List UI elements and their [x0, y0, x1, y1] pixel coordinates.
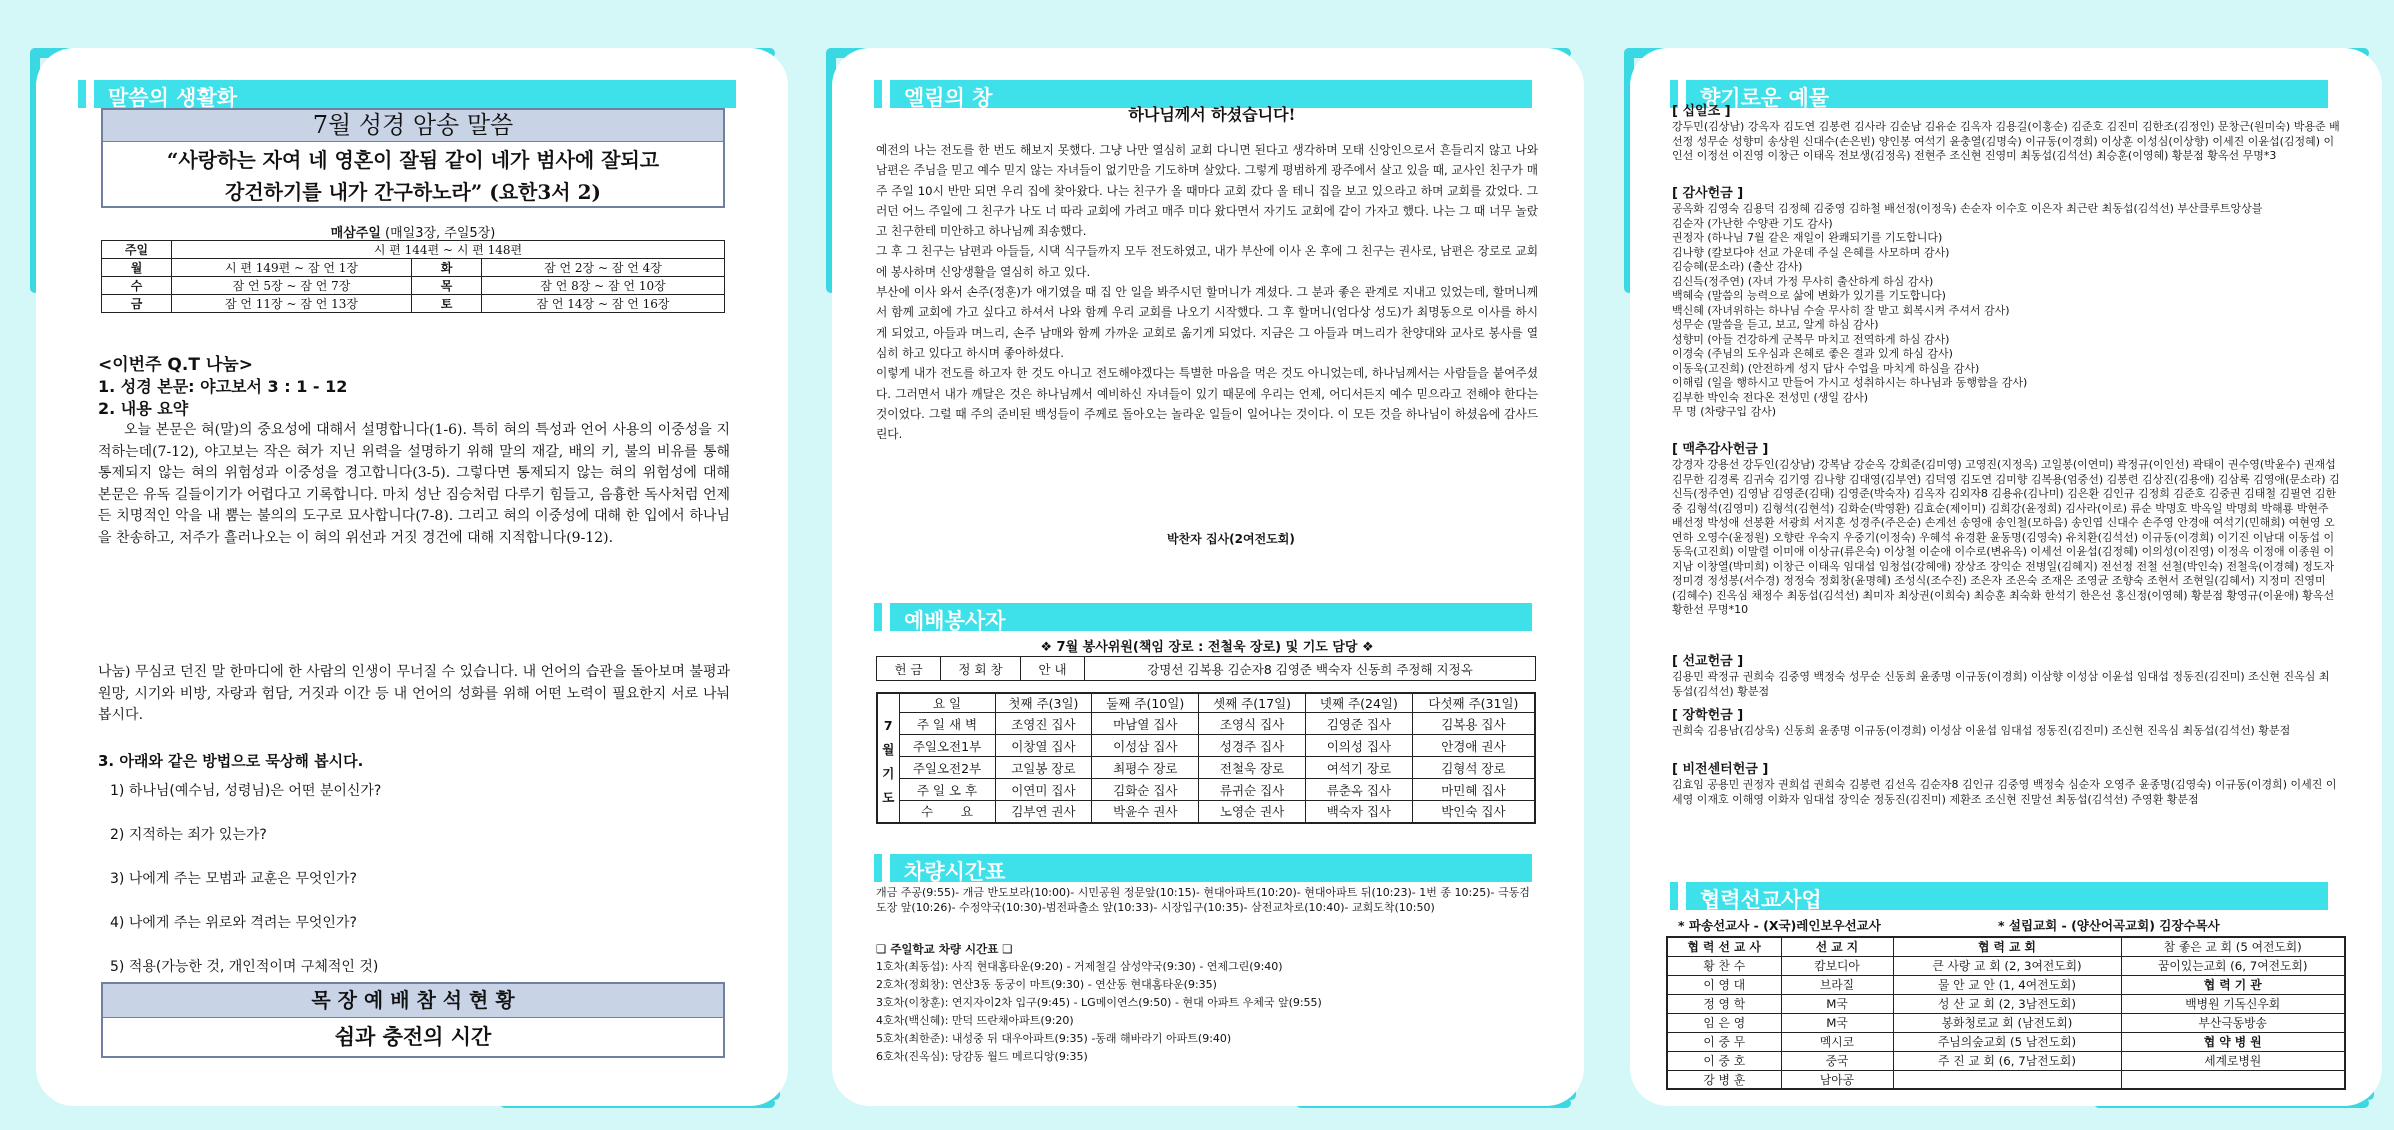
bible-reading-table	[101, 240, 725, 313]
mission-cell: 캄보디아	[1781, 956, 1893, 975]
duty-cell: 수 요	[899, 801, 995, 823]
offerings-list	[1672, 104, 2340, 822]
duty-cell: 이의성 집사	[1305, 735, 1412, 757]
mission-cell: 백병원 기독신우회	[2121, 994, 2345, 1013]
mission-sub-left: * 파송선교사 - (X국)레인보우선교사	[1678, 918, 1881, 933]
duty-month-char: 기	[882, 765, 895, 781]
table-row	[877, 757, 1535, 779]
offering-title-harvest: [ 맥추감사헌금 ]	[1672, 442, 1769, 457]
mission-cell: 참 좋은 교 회 (5 여전도회)	[2121, 937, 2345, 956]
mission-cell: 협 약 병 원	[2121, 1032, 2345, 1051]
mission-cell: 임 은 영	[1667, 1013, 1781, 1032]
sunday-bus-route: 2호차(정회창): 연산3동 동궁이 마트(9:30) - 연산동 현대홈타운(9:35)	[876, 978, 1217, 991]
duty-header-cell: 넷째 주(24일)	[1305, 693, 1412, 713]
mission-cell: M국	[1781, 994, 1893, 1013]
duty-cell: 박인숙 집사	[1412, 801, 1535, 823]
mission-sub-right: * 설립교회 - (양산어곡교회) 김장수목사	[1998, 918, 2220, 933]
mission-cell: 봉화청로교 회 (남전도회)	[1893, 1013, 2121, 1032]
reading-title-bold: 매삼주일	[330, 226, 381, 241]
reading-range: 잠 언 11장 ~ 잠 언 13장	[172, 295, 412, 313]
service-cell: 강명선 김복용 김순자8 김영준 백숙자 신동희 주정해 지정옥	[1085, 657, 1536, 681]
qt-question: 2) 지적하는 죄가 있는가?	[110, 827, 267, 843]
duty-header-cell: 첫째 주(3일)	[995, 693, 1092, 713]
section-title-mission-cooperation: 협력선교사업	[1678, 882, 2328, 910]
sunday-bus-route: 5호차(최한준): 내성중 뒤 대우아파트(9:35) -동래 해바라기 아파트(9:40)	[876, 1032, 1232, 1045]
duty-cell: 김복용 집사	[1412, 713, 1535, 735]
duty-cell: 조영진 집사	[995, 713, 1092, 735]
mission-header-cell: 협 력 교 회	[1893, 937, 2121, 956]
duty-cell: 주일오전1부	[899, 735, 995, 757]
offering-title-vision: [ 비전센터헌금 ]	[1672, 762, 1769, 777]
service-heading: ❖ 7월 봉사위원(책임 장로 : 전철욱 장로) 및 기도 담당 ❖	[1040, 640, 1374, 655]
reading-range: 잠 언 8장 ~ 잠 언 10장	[482, 277, 725, 295]
middle-panel	[832, 48, 1584, 1106]
table-row	[102, 277, 725, 295]
mission-cell: 세계로병원	[2121, 1051, 2345, 1070]
table-row	[1667, 1013, 2345, 1032]
qt-summary-heading: 2. 내용 요약	[98, 399, 189, 418]
duty-month-char: 7	[883, 717, 893, 733]
qt-meditation-heading: 3. 아래와 같은 방법으로 묵상해 봅시다.	[98, 752, 364, 770]
mission-cell: 협 력 기 관	[2121, 975, 2345, 994]
mission-cell: 물 안 교 안 (1, 4여전도회)	[1893, 975, 2121, 994]
memory-verse-line-1: “사랑하는 자여 네 영혼이 잘됨 같이 네가 범사에 잘되고	[166, 148, 660, 172]
service-cell: 정 회 창	[941, 657, 1021, 681]
mission-cell: 부산극동방송	[2121, 1013, 2345, 1032]
service-cell: 안 내	[1021, 657, 1085, 681]
table-row	[877, 801, 1535, 823]
mission-cell: 성 산 교 회 (2, 3남전도회)	[1893, 994, 2121, 1013]
offering-text-thanks: 공옥화 김영숙 김용덕 김정혜 김중영 김하철 배선정(이정욱) 손순자 이수호 이은자 최근란 최동섭(김석선) 부산클루트앙상블 김순자 (가난한 수양관 기도 감사) 권정자 (하나님 7월 같은 재일이 완쾌되기를 기도합니다) 김나향 (칼보다야 선교 가운데 주실 은혜를 사모하며 감사) 김승혜(문소라) (출산 감사) 김신득(정주연) (자녀 가정 무사히 출산하게 하심 감사) 백혜숙 (말씀의 능력으로 삶에 변화가 있기를 기도합니다) 백신혜 (자녀위하는 하나님 수술 무사히 잘 받고 회복시켜 주셔서 감사) 성무순 (말씀을 듣고, 보고, 알게 하심 감사) 성향미 (아들 건강하게 군복무 마치고 전역하게 하심 감사) 이경숙 (주님의 도우심과 은혜로 좋은 결과 있게 하심 감사) 이동욱(고진희) (안전하게 성지 답사 수업을 마치게 하심을 감사) 이해림 (일을 행하시고 만들어 가시고 성취하시는 하나님과 동행함을 감사) 김부한 박인숙 전다온 전성민 (생일 감사) 무 명 (차량구입 감사)	[1672, 202, 2263, 418]
mission-header-cell: 협 력 선 교 사	[1667, 937, 1781, 956]
reading-day: 화	[412, 259, 482, 277]
reading-day: 목	[412, 277, 482, 295]
service-cell: 헌 금	[877, 657, 941, 681]
reading-range: 시 편 149편 ~ 잠 언 1장	[172, 259, 412, 277]
duty-cell: 성경주 집사	[1199, 735, 1306, 757]
duty-cell: 김부연 권사	[995, 801, 1092, 823]
duty-cell: 마남열 집사	[1092, 713, 1199, 735]
table-row	[877, 779, 1535, 801]
duty-cell: 이성삼 집사	[1092, 735, 1199, 757]
qt-heading: <이번주 Q.T 나눔>	[98, 355, 253, 375]
mission-cell: 정 영 학	[1667, 994, 1781, 1013]
offering-text-scholarship: 권희숙 김용남(김상욱) 신동희 윤종명 이규동(이경희) 이성삼 이윤섭 임대섭 정동진(김진미) 조신현 진옥심 최동섭(김석선) 황분점	[1672, 724, 2291, 737]
offering-title-scholarship: [ 장학헌금 ]	[1672, 708, 1744, 723]
qt-share-text: 나눔) 무심코 던진 말 한마디에 한 사람의 인생이 무너질 수 있습니다. 내 언어의 습관을 돌아보며 불평과 원망, 시기와 비방, 자랑과 험담, 거짓과 이간 등 내 언어의 성화를 위해 어떤 노력이 필요한지 서로 나눠봅시다.	[98, 664, 730, 724]
section-title-offerings: 향기로운 예물	[1678, 80, 2328, 108]
memory-verse-title: 7월 성경 암송 말씀	[103, 110, 723, 142]
qt-passage: 1. 성경 본문: 야고보서 3 : 1 - 12	[98, 377, 348, 396]
duty-header-cell: 다섯째 주(31일)	[1412, 693, 1535, 713]
table-row	[102, 259, 725, 277]
mission-table	[1666, 936, 2346, 1090]
mission-cell	[2121, 1070, 2345, 1089]
table-row	[1667, 937, 2345, 956]
table-row	[1667, 956, 2345, 975]
reading-day: 토	[412, 295, 482, 313]
duty-cell: 조영식 집사	[1199, 713, 1306, 735]
duty-cell: 안경애 권사	[1412, 735, 1535, 757]
service-table	[876, 656, 1536, 681]
table-row	[1667, 1070, 2345, 1089]
duty-cell: 이창열 집사	[995, 735, 1092, 757]
section-title-elim: 엘림의 창	[882, 80, 1532, 108]
mission-cell: 황 찬 수	[1667, 956, 1781, 975]
duty-cell: 이연미 집사	[995, 779, 1092, 801]
duty-cell: 류춘옥 집사	[1305, 779, 1412, 801]
duty-cell: 최평수 장로	[1092, 757, 1199, 779]
memory-verse-line-2: 강건하기를 내가 간구하노라” (요한3서 2)	[225, 180, 601, 204]
duty-cell: 김형석 장로	[1412, 757, 1535, 779]
duty-cell: 류귀순 집사	[1199, 779, 1306, 801]
reading-day: 주일	[102, 241, 172, 259]
duty-cell: 주 일 오 후	[899, 779, 995, 801]
table-row	[102, 241, 725, 259]
table-row	[1667, 994, 2345, 1013]
shepherd-worship-title: 목 장 예 배 참 석 현 황	[103, 984, 723, 1018]
duty-cell: 마민혜 집사	[1412, 779, 1535, 801]
mission-cell: 남아공	[1781, 1070, 1893, 1089]
table-row	[1667, 1051, 2345, 1070]
mission-cell: 멕시코	[1781, 1032, 1893, 1051]
bible-reading-title	[101, 222, 725, 241]
duty-month-char: 도	[882, 789, 895, 805]
qt-question: 5) 적용(가능한 것, 개인적이며 구체적인 것)	[110, 959, 379, 975]
sunday-bus-route: 3호차(이창훈): 연지자이2차 입구(9:45) - LG메이연스(9:50) - 현대 아파트 우체국 앞(9:55)	[876, 996, 1322, 1009]
offering-title-thanks: [ 감사헌금 ]	[1672, 186, 1744, 201]
duty-cell: 백숙자 집사	[1305, 801, 1412, 823]
mission-cell: 이 영 대	[1667, 975, 1781, 994]
mission-cell: 브라질	[1781, 975, 1893, 994]
duty-cell: 고일봉 장로	[995, 757, 1092, 779]
duty-cell: 노영순 권사	[1199, 801, 1306, 823]
reading-range: 잠 언 14장 ~ 잠 언 16장	[482, 295, 725, 313]
reading-range: 시 편 144편 ~ 시 편 148편	[172, 241, 725, 259]
duty-cell: 주일오전2부	[899, 757, 995, 779]
qt-question: 4) 나에게 주는 위로와 격려는 무엇인가?	[110, 915, 357, 931]
offering-text-harvest: 강경자 강용선 강두인(김상남) 강복남 강순옥 강희준(김미영) 고영진(지정옥) 고일봉(이연미) 곽정규(이인선) 곽태이 권수영(박윤수) 권재섭 김무한 김경록 김귀숙 김기영 김나향 김대영(김부연) 김덕영 김도연 김미향 김복용(엄중선) 김봉련 김상진(김용애) 김삼록 김영애(문소라) 김신득(정주연) 김영남 김영준(김태) 김영준(박숙자) 김옥자 김외자8 김용유(김나미) 김은환 김인규 김정희 김준호 김중권 김태철 김필연 김한중 김형석(김영미) 김형석(김현석) 김화순(박영환) 김효순(제이미) 김희강(윤정희) 김사라(이로) 류순 박명호 박옥일 박명희 박해룡 박현주 배선정 박성애 선봉환 서광희 서지훈 성경주(주은순) 손계선 송영애 송인철(모하음) 송인엽 신대수 손주영 안경애 여석기(민해희) 여현영 오연하 오영수(윤정원) 오향란 우숙지 우중기(이정숙) 우혜석 유경환 윤동명(김영숙) 유치환(김석선) 이규동(이경희) 이기진 이남대 이동섭 이동욱(고진희) 이말렬 이미애 이상규(류은숙) 이상철 이순애 이수로(변유옥) 이세선 이윤섭(김정혜) 이의성(이진영) 이정옥 이정애 이종원 이지남 이창열(박미희) 이창근 이태옥 임대섭 임청섭(강혜애) 장상조 장익순 전병일(김혜지) 전선정 전철 선철(박인숙) 전철욱(이경혜) 정도자 정미경 정성봉(서수경) 정정숙 정회창(윤명혜) 조성식(조수진) 조은자 조은숙 조재은 조영균 조향숙 조현서 조현일(김혜서) 지정미 진영미(김혜수) 진옥심 채정수 최동섭(김석선) 최미자 최상권(이희숙) 최승훈 최숙화 한석기 한은선 홍신정(이영혜) 황분점 황영규(이윤애) 황옥선 황한선 무명*10	[1672, 458, 2340, 616]
offering-text-mission: 김용민 곽정규 권희숙 김중영 백정숙 성무순 신동희 윤종명 이규동(이경희) 이삼향 이성삼 이윤섭 임대섭 정동진(김진미) 조신현 진옥심 최동섭(김석선) 황분점	[1672, 670, 2330, 698]
mission-cell: 주 진 교 회 (6, 7남전도회)	[1893, 1051, 2121, 1070]
mission-cell: 꿈이있는교회 (6, 7여전도회)	[2121, 956, 2345, 975]
table-row	[1667, 975, 2345, 994]
essay-author: 박찬자 집사(2여전도회)	[1167, 532, 1295, 546]
qt-summary-text: 오늘 본문은 혀(말)의 중요성에 대해서 설명합니다(1-6). 특히 혀의 특성과 언어 사용의 이중성을 지적하는데(7-12), 야고보는 작은 혀가 지닌 위력을 설명하기 위해 말의 재갈, 배의 키, 불의 비유를 통해 통제되지 않는 혀의 위험성과 이중성을 경고합니다(3-5). 그렇다면 통제되지 않는 혀의 위험성에 대해 본문은 유독 길들이기가 어렵다고 기록합니다. 마치 성난 짐승처럼 다루기 힘들고, 음흉한 독사처럼 언제든 치명적인 악을 내 뿜는 불의의 도구로 묘사합니다(7-8). 그리고 혀의 이중성에 대해 한 입에서 하나님을 찬송하고, 저주가 흘러나오는 이 혀의 위선과 거짓 경건에 대해 지적합니다(9-12).	[98, 422, 730, 546]
reading-title-rest: (매일3장, 주일5장)	[380, 226, 496, 241]
duty-month-char: 월	[882, 741, 895, 757]
mission-cell: 주님의숲교회 (5 남전도회)	[1893, 1032, 2121, 1051]
duty-header-cell: 셋째 주(17일)	[1199, 693, 1306, 713]
mission-cell: 이 중 무	[1667, 1032, 1781, 1051]
table-row	[102, 295, 725, 313]
duty-cell: 전철욱 장로	[1199, 757, 1306, 779]
duty-cell: 박윤수 권사	[1092, 801, 1199, 823]
sunday-bus-route: 1호차(최동섭): 사직 현대홈타운(9:20) - 거제철길 삼성약국(9:30) - 연제그린(9:40)	[876, 960, 1283, 973]
sunday-bus-route: 6호차(진옥심): 당감동 월드 메르디앙(9:35)	[876, 1050, 1088, 1063]
mission-cell: 강 병 훈	[1667, 1070, 1781, 1089]
offering-text-tithe: 강두민(김상남) 강옥자 김도연 김봉련 김사라 김순남 김유순 김옥자 김용길(이홍순) 김준호 김진미 김한조(김정인) 문창근(원미숙) 박용준 배선정 성무순 성향미 송상원 신대수(손은빈) 양인봉 여석기 윤충열(김명숙) 이규동(이경희) 이상훈 이성심(이상향) 이세진 이윤섭(김정혜) 이인선 이정선 이진영 이창근 이태옥 전보생(김정옥) 전현주 조신현 진영미 최동섭(김석선) 최승훈(이영혜) 황분점 황옥선 무명*3	[1672, 120, 2340, 162]
reading-range: 잠 언 5장 ~ 잠 언 7장	[172, 277, 412, 295]
sunday-bus-title: ❑ 주일학교 차량 시간표 ❑	[876, 942, 1013, 956]
reading-day: 금	[102, 295, 172, 313]
section-title-bus: 차량시간표	[882, 854, 1532, 882]
duty-header-cell: 요 일	[899, 693, 995, 713]
right-panel	[1630, 48, 2382, 1106]
table-row	[877, 657, 1536, 681]
mission-cell: M국	[1781, 1013, 1893, 1032]
prayer-duty-table	[876, 692, 1536, 824]
qt-question: 1) 하나님(예수님, 성령님)은 어떤 분이신가?	[110, 783, 382, 799]
duty-month	[877, 693, 899, 823]
mission-cell: 큰 사랑 교 회 (2, 3여전도회)	[1893, 956, 2121, 975]
mission-header-cell: 선 교 지	[1781, 937, 1893, 956]
left-panel	[36, 48, 788, 1106]
rest-title: 쉼과 충전의 시간	[334, 1025, 492, 1049]
sunday-bus-route: 4호차(백신혜): 만덕 뜨란채아파트(9:20)	[876, 1014, 1074, 1027]
duty-cell: 김화순 집사	[1092, 779, 1199, 801]
essay-title: 하나님께서 하셨습니다!	[1128, 105, 1296, 124]
table-row	[877, 693, 1535, 713]
mission-cell: 이 중 호	[1667, 1051, 1781, 1070]
memory-verse-box	[101, 108, 725, 208]
reading-range: 잠 언 2장 ~ 잠 언 4장	[482, 259, 725, 277]
duty-cell: 김영준 집사	[1305, 713, 1412, 735]
table-row	[1667, 1032, 2345, 1051]
duty-header-cell: 둘째 주(10일)	[1092, 693, 1199, 713]
essay-text: 예전의 나는 전도를 한 번도 해보지 못했다. 그냥 나만 열심히 교회 다니면 된다고 생각하며 모태 신앙인으로서 흔들리지 않고 나와 남편은 주님을 믿고 예수 믿지 않는 자녀들이 없기만을 기도하며 살았다. 그렇게 평범하게 광주에서 살고 있을 때, 교사인 친구가 매주 주일 10시 반만 되면 우리 집에 찾아왔다. 나는 친구가 올 때마다 교회 갔다 올 테니 집을 보고 있으라고 하며 교회를 갔었다. 그러던 어느 주일에 그 친구가 나도 너 따라 교회에 가려고 매주 미다 왔다면서 자기도 교회에 같이 가자고 했다. 나는 그 때 너무 놀랐고 친구한테 미안하고 하나님께 죄송했다. 그 후 그 친구는 남편과 아들들, 시댁 식구들까지 모두 전도하였고, 내가 부산에 이사 온 후에 그 친구는 권사로, 남편은 장로로 교회에 봉사하며 신앙생활을 열심히 하고 있다. 부산에 이사 와서 손주(정훈)가 애기였을 때 집 안 일을 봐주시던 할머니가 계셨다. 그 분과 좋은 관계로 지내고 있었는데, 할머니께서 함께 교회에 가고 싶다고 하셔서 나와 함께 우리 교회를 나오기 시작했다. 그 후 할머니(엄다상 성도)가 최명동으로 이사를 하시게 되었고, 아들과 며느리, 손주 남매와 함께 가까운 교회로 옮기게 되었다. 지금은 그 아들과 며느리가 찬양대와 교사로 봉사를 열심히 하고 있다고 하시며 좋아하셨다. 이렇게 내가 전도를 하고자 한 것도 아니고 전도해야겠다는 특별한 마음을 먹은 것도 아니었는데, 하나님께서는 사람들을 붙여주셨다. 그러면서 내가 깨달은 것은 하나님께서 예비하신 자녀들이 있기 때문에 우리는 언제, 어디서든지 예수 믿으라고 전해야 한다는 것이었다. 그럴 때 주의 준비된 백성들이 주께로 돌아오는 놀라운 일들이 일어나는 것이다. 이 모든 것을 하나님이 하셨음에 감사드린다.	[876, 143, 1538, 442]
duty-cell: 여석기 장로	[1305, 757, 1412, 779]
reading-day: 월	[102, 259, 172, 277]
section-title-word-life: 말씀의 생활화	[86, 80, 736, 108]
duty-cell: 주 일 새 벽	[899, 713, 995, 735]
reading-day: 수	[102, 277, 172, 295]
offering-text-vision: 김효임 공용민 권정자 권희섭 권희숙 김봉련 김선옥 김순자8 김인규 김중영 백정숙 심순자 오영주 윤종명(김영숙) 이규동(이경희) 이세진 이세영 이재호 이해영 이화자 임대섭 장익순 정동진(김진미) 제환조 조신현 진말선 최동섭(김석선) 주영환 황분점	[1672, 778, 2337, 806]
table-row	[877, 713, 1535, 735]
offering-title-tithe: [ 십일조 ]	[1672, 104, 1731, 119]
offering-title-mission: [ 선교헌금 ]	[1672, 654, 1744, 669]
table-row	[877, 735, 1535, 757]
section-title-worship-service: 예배봉사자	[882, 603, 1532, 631]
qt-question: 3) 나에게 주는 모범과 교훈은 무엇인가?	[110, 871, 357, 887]
bus-route-text: 개금 주공(9:55)- 개금 반도보라(10:00)- 시민공원 정문앞(10:15)- 현대아파트(10:20)- 현대아파트 뒤(10:23)- 1번 종 10:25)- 극동검도장 앞(10:26)- 수정약국(10:30)-범전파출소 앞(10:33)- 시장입구(10:35)- 삼전교차로(10:40)- 교회도착(10:50)	[876, 886, 1530, 914]
shepherd-worship-box	[101, 982, 725, 1058]
mission-cell	[1893, 1070, 2121, 1089]
mission-cell: 중국	[1781, 1051, 1893, 1070]
